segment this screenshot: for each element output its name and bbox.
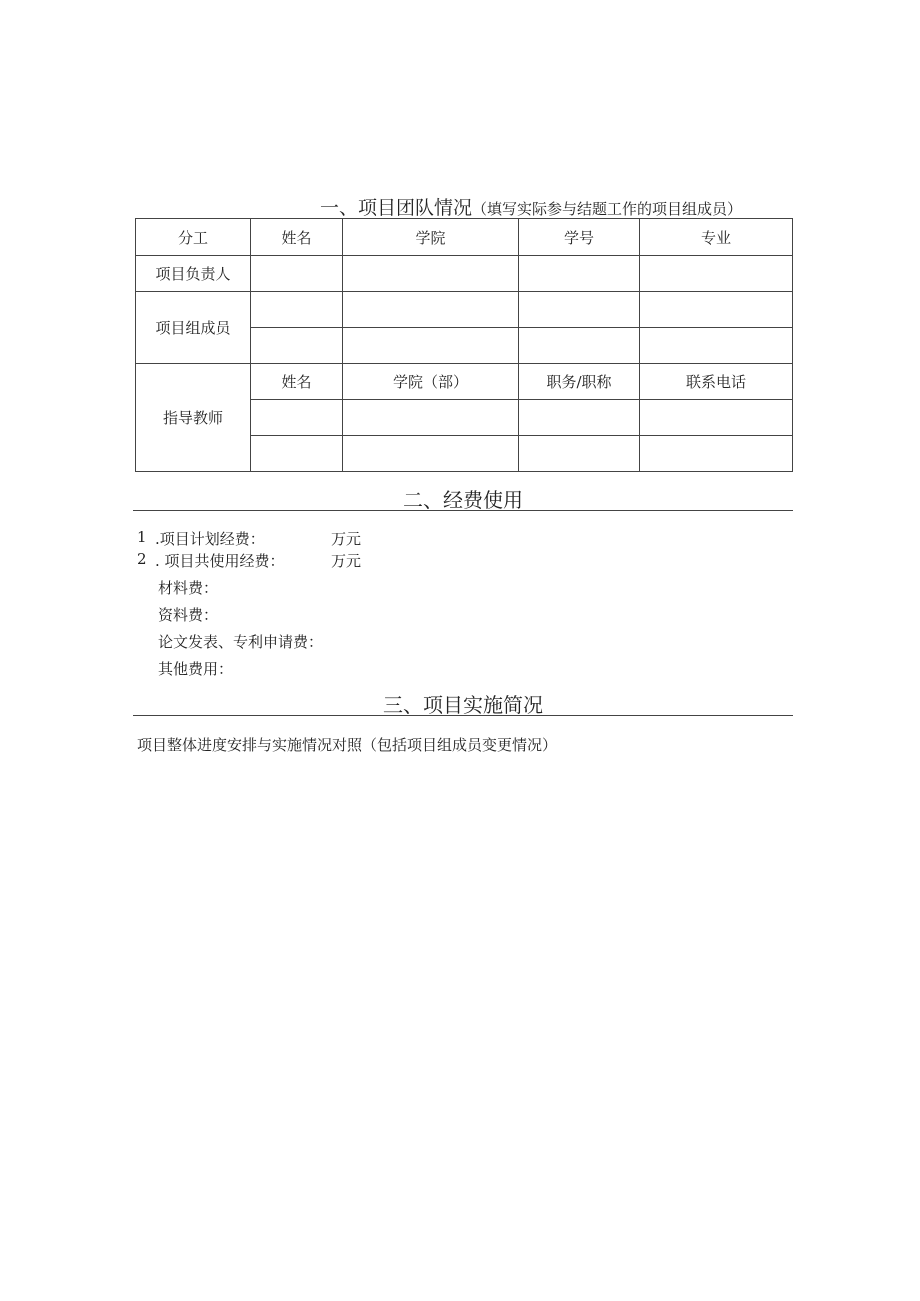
section3-title: 三、项目实施简况 [133,689,793,716]
advisor-header-name: 姓名 [251,364,343,400]
used-funding-label: . 项目共使用经费： [155,552,285,570]
team-table [135,218,793,472]
advisor-name-cell[interactable] [251,436,343,472]
header-name: 姓名 [251,219,343,256]
advisor-title-cell[interactable] [519,400,640,436]
material-cost-label: 材料费： [158,579,219,597]
table-row [136,256,793,292]
member-name-cell[interactable] [251,292,343,328]
planned-funding-line [137,528,362,548]
member-name-cell[interactable] [251,328,343,364]
advisor-name-cell[interactable] [251,400,343,436]
member-college-cell[interactable] [343,328,519,364]
leader-name-cell[interactable] [251,256,343,292]
role-members: 项目组成员 [136,292,251,364]
header-student-id: 学号 [519,219,640,256]
implementation-description: 项目整体进度安排与实施情况对照（包括项目组成员变更情况） [137,736,558,754]
member-student-id-cell[interactable] [519,292,640,328]
advisor-college-cell[interactable] [343,436,519,472]
advisor-title-cell[interactable] [519,436,640,472]
leader-major-cell[interactable] [640,256,793,292]
advisor-header-row [136,364,793,400]
advisor-header-college: 学院（部） [343,364,519,400]
advisor-phone-cell[interactable] [640,436,793,472]
header-major: 专业 [640,219,793,256]
other-cost-label: 其他费用： [158,660,234,678]
publication-patent-cost-label: 论文发表、专利申请费： [158,633,324,651]
role-leader: 项目负责人 [136,256,251,292]
member-major-cell[interactable] [640,292,793,328]
section1-title [320,193,800,217]
header-college: 学院 [343,219,519,256]
used-funding-line [137,550,362,570]
advisor-header-phone: 联系电话 [640,364,793,400]
advisor-header-title: 职务/职称 [519,364,640,400]
planned-funding-unit: 万元 [331,530,362,548]
section1-subtitle: （填写实际参与结题工作的项目组成员） [472,200,743,218]
leader-college-cell[interactable] [343,256,519,292]
table-row [136,292,793,328]
advisor-phone-cell[interactable] [640,400,793,436]
planned-funding-number: 1 [137,528,147,546]
planned-funding-label: .项目计划经费： [155,530,265,548]
section2-title: 二、经费使用 [133,484,793,511]
role-advisor: 指导教师 [136,364,251,472]
member-college-cell[interactable] [343,292,519,328]
leader-student-id-cell[interactable] [519,256,640,292]
used-funding-unit: 万元 [331,552,362,570]
section1-heading: 一、项目团队情况 [320,197,473,219]
used-funding-number: 2 [137,550,147,568]
table-header-row [136,219,793,256]
document-cost-label: 资料费： [158,606,219,624]
header-role: 分工 [136,219,251,256]
member-major-cell[interactable] [640,328,793,364]
member-student-id-cell[interactable] [519,328,640,364]
advisor-college-cell[interactable] [343,400,519,436]
